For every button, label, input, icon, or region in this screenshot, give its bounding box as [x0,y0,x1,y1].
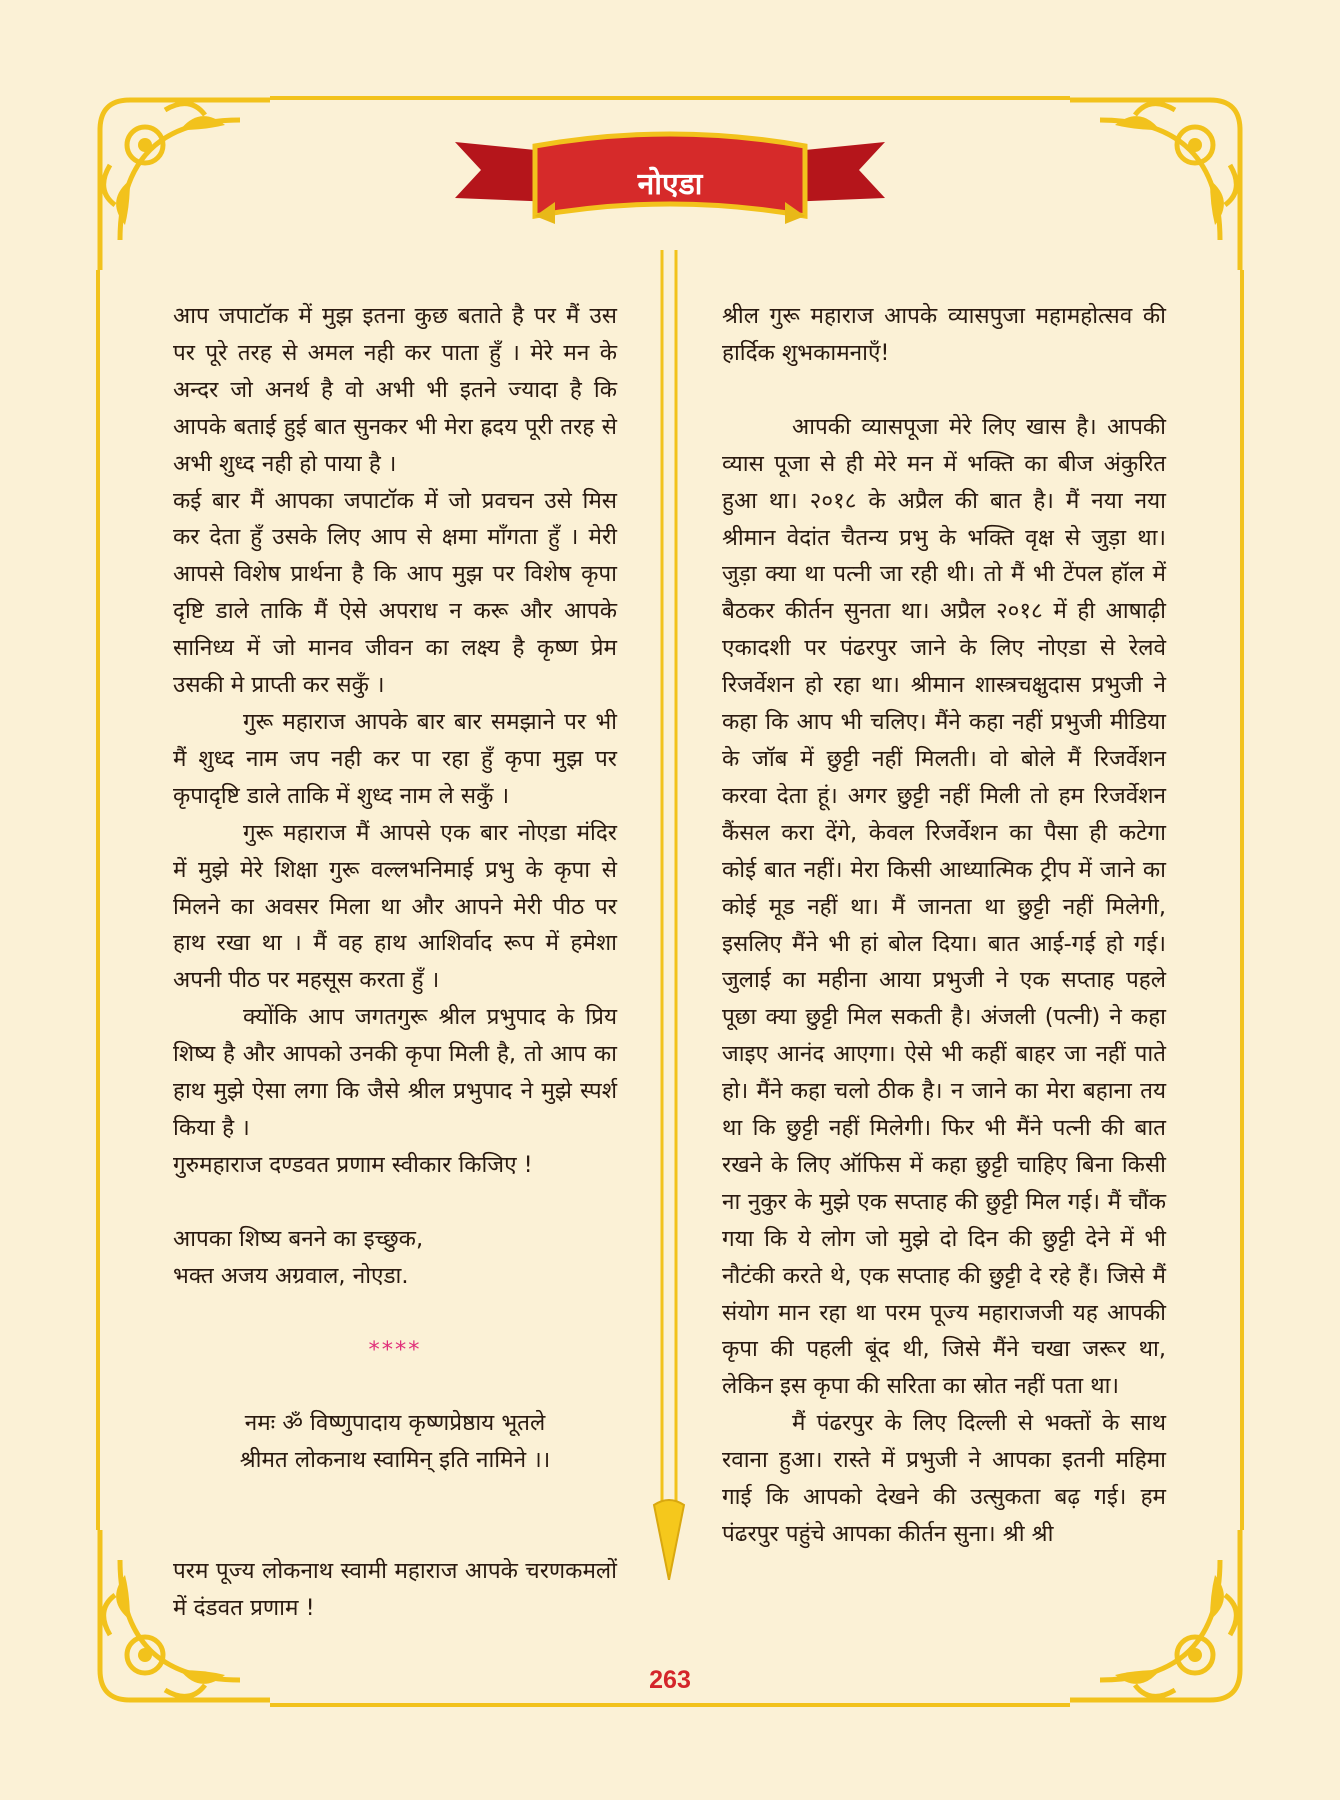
left-paragraph-4: गुरू महाराज मैं आपसे एक बार नोएडा मंदिर में मुझे मेरे शिक्षा गुरू वल्लभनिमाई प्रभु के कृपा से मिलने का अवसर मिला था और आपने मेरी पीठ पर हाथ रखा था । मैं वह हाथ आशिर्वाद रूप में हमेशा अपनी पीठ पर महसूस करता हुँ । [173,819,617,994]
corner-ornament-top-right [1070,70,1270,270]
frame-right-line [1240,270,1244,1530]
right-paragraph-2: आपकी व्यासपूजा मेरे लिए खास है। आपकी व्यास पूजा से ही मेरे मन में भक्ति का बीज अंकुरित हुआ था। २०१८ के अप्रैल की बात है। मैं नया नया श्रीमान वेदांत चैतन्य प्रभु के भक्ति वृक्ष से जुड़ा था। जुड़ा क्या था पत्नी जा रही थी। तो मैं भी टेंपल हॉल में बैठकर कीर्तन सुनता था। अप्रैल २०१८ में ही आषाढ़ी एकादशी पर पंढरपुर जाने के लिए नोएडा से रेलवे रिजर्वेशन हो रहा था। श्रीमान शास्त्रचक्षुदास प्रभुजी ने कहा कि आप भी चलिए। मैंने कहा नहीं प्रभुजी मीडिया के जॉब में छुट्टी नहीं मिलती। वो बोले मैं रिजर्वेशन करवा देता हूं। अगर छुट्टी नहीं मिली तो हम रिजर्वेशन कैंसल करा देंगे, केवल रिजर्वेशन का पैसा ही कटेगा कोई बात नहीं। मेरा किसी आध्यात्मिक ट्रीप में जाने का कोई मूड नहीं था। मैं जानता था छुट्टी नहीं मिलेगी, इसलिए मैंने भी हां बोल दिया। बात आई-गई हो गई। जुलाई का महीना आया प्रभुजी ने एक सप्ताह पहले पूछा क्या छुट्टी मिल सकती है। अंजली (पत्नी) ने कहा जाइए आनंद आएगा। ऐसे भी कहीं बाहर जा नहीं पाते हो। मैंने कहा चलो ठीक है। न जाने का मेरा बहाना तय था कि छुट्टी नहीं मिलेगी। फिर भी मैंने पत्नी की बात रखने के लिए ऑफिस में कहा छुट्टी चाहिए बिना किसी ना नुकुर के मुझे एक सप्ताह की छुट्टी मिल गई। मैं चौंक गया कि ये लोग जो मुझे दो दिन की छुट्टी देने में भी नौटंकी करते थे, एक सप्ताह की छुट्टी दे रहे हैं। जिसे मैं संयोग मान रहा था परम पूज्य महाराजजी यह आपकी कृपा की पहली बूंद थी, जिसे मैंने चखा जरूर था, लेकिन इस कृपा की सरिता का स्रोत नहीं पता था। [722,413,1166,1400]
mantra-line-1: नमः ॐ विष्णुपादाय कृष्णप्रेष्ठाय भूतले [244,1410,546,1437]
page-number: 263 [649,1666,691,1694]
corner-ornament-top-left [70,70,270,270]
signature-line-2: भक्त अजय अग्रवाल, नोएडा. [173,1262,409,1289]
frame-bottom-line [270,1703,1070,1707]
right-column [722,298,1166,1553]
signature-line-1: आपका शिष्य बनने का इच्छुक, [173,1225,424,1252]
left-paragraph-6: गुरुमहाराज दण्डवत प्रणाम स्वीकार किजिए ! [173,1151,533,1178]
corner-ornament-bottom-right [1070,1530,1270,1730]
left-column [173,298,617,1627]
left-paragraph-2: कई बार मैं आपका जपाटॉक में जो प्रवचन उसे मिस कर देता हुँ उसके लिए आप से क्षमा माँगता हुँ । मेरी आपसे विशेष प्रार्थना है कि आप मुझ पर विशेष कृपा दृष्टि डाले ताकि मैं ऐसे अपराध न करू और आपके सानिध्य में जो मानव जीवन का लक्ष्य है कृष्ण प्रेम उसकी मे प्राप्ती कर सकुँ । [173,487,617,699]
column-divider [651,250,687,1580]
banner-title: नोएडा [637,167,703,202]
mantra-line-2: श्रीमत लोकनाथ स्वामिन् इति नामिने ।। [239,1447,551,1474]
separator-stars: **** [368,1336,422,1363]
left-paragraph-1: आप जपाटॉक में मुझ इतना कुछ बताते है पर मैं उस पर पूरे तरह से अमल नही कर पाता हुँ । मेरे मन के अन्दर जो अनर्थ है वो अभी भी इतने ज्यादा है कि आपके बताई हुई बात सुनकर भी मेरा ह्रदय पूरी तरह से अभी शुध्द नही हो पाया है । [173,303,617,477]
frame-left-line [96,270,100,1530]
frame-top-line [270,96,1070,100]
left-paragraph-3: गुरू महाराज आपके बार बार समझाने पर भी मैं शुध्द नाम जप नही कर पा रहा हुँ कृपा मुझ पर कृपादृष्टि डाले ताकि में शुध्द नाम ले सकुँ । [173,708,617,809]
left-paragraph-5: क्योंकि आप जगतगुरू श्रील प्रभुपाद के प्रिय शिष्य है और आपको उनकी कृपा मिली है, तो आप का हाथ मुझे ऐसा लगा कि जैसे श्रील प्रभुपाद ने मुझे स्पर्श किया है । [173,1004,617,1141]
right-paragraph-1: श्रील गुरू महाराज आपके व्यासपुजा महामहोत्सव की हार्दिक शुभकामनाएँ! [722,303,1166,366]
left-paragraph-7: परम पूज्य लोकनाथ स्वामी महाराज आपके चरणकमलों में दंडवत प्रणाम ! [173,1558,617,1622]
right-paragraph-3: मैं पंढरपुर के लिए दिल्ली से भक्तों के साथ रवाना हुआ। रास्ते में प्रभुजी ने आपका इतनी महिमा गाई कि आपको देखने की उत्सुकता बढ़ गई। हम पंढरपुर पहुंचे आपका कीर्तन सुना। श्री श्री [722,1410,1166,1547]
